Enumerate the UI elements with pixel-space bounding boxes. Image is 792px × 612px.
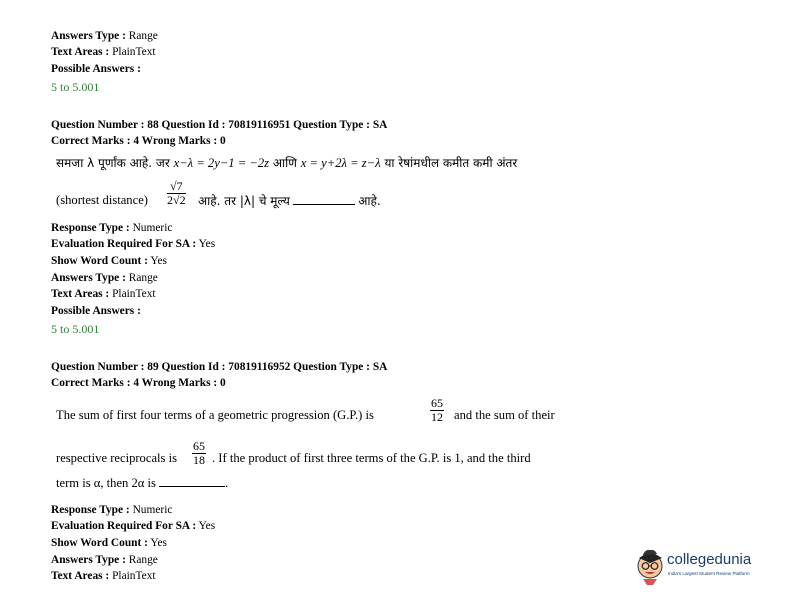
question-header: Question Number : 88 Question Id : 70819116951 Question Type : SA (51, 119, 388, 131)
possible-answers-label: Possible Answers : (51, 305, 141, 317)
text-areas: Text Areas : PlainText (51, 288, 156, 300)
question-text-line: समजा λ पूर्णांक आहे. जर x−λ = 2y−1 = −2z आणि x = y+2λ = z−λ या रेषांमधील कमीत कमी अंतर (56, 156, 518, 170)
evaluation-required: Evaluation Required For SA : Yes (51, 238, 216, 250)
question-text-line: आहे. तर |λ| चे मूल्य आहे. (198, 194, 381, 208)
question-text-line: The sum of first four terms of a geometric progression (G.P.) is (56, 408, 374, 422)
fraction: 65 12 (431, 396, 443, 424)
evaluation-required: Evaluation Required For SA : Yes (51, 520, 216, 532)
possible-answers-label: Possible Answers : (51, 63, 141, 75)
marks-line: Correct Marks : 4 Wrong Marks : 0 (51, 135, 226, 147)
answer-blank (293, 195, 355, 205)
question-text-line: . If the product of first three terms of the G.P. is 1, and the third (212, 451, 531, 465)
fraction: √7 2√2 (167, 179, 186, 207)
logo-tagline: India's Largest Student Review Platform (668, 571, 750, 576)
response-type: Response Type : Numeric (51, 222, 173, 234)
show-word-count: Show Word Count : Yes (51, 255, 167, 267)
text-areas: Text Areas : PlainText (51, 570, 156, 582)
student-mascot-icon (638, 550, 662, 585)
question-text-line: and the sum of their (454, 408, 555, 422)
show-word-count: Show Word Count : Yes (51, 537, 167, 549)
answers-type: Answers Type : Range (51, 554, 158, 566)
possible-answers-value: 5 to 5.001 (51, 80, 100, 94)
answers-type: Answers Type : Range (51, 272, 158, 284)
question-text-line: respective reciprocals is (56, 451, 177, 465)
response-type: Response Type : Numeric (51, 504, 173, 516)
answer-blank (159, 477, 225, 487)
marks-line: Correct Marks : 4 Wrong Marks : 0 (51, 377, 226, 389)
question-text-line: (shortest distance) (56, 193, 148, 207)
text-areas: Text Areas : PlainText (51, 46, 156, 58)
question-text-line: term is α, then 2α is . (56, 476, 229, 490)
fraction: 65 18 (193, 439, 205, 467)
question-header: Question Number : 89 Question Id : 70819116952 Question Type : SA (51, 361, 388, 373)
answers-type: Answers Type : Range (51, 30, 158, 42)
logo-name: collegedunia (667, 551, 752, 568)
possible-answers-value: 5 to 5.001 (51, 322, 100, 336)
